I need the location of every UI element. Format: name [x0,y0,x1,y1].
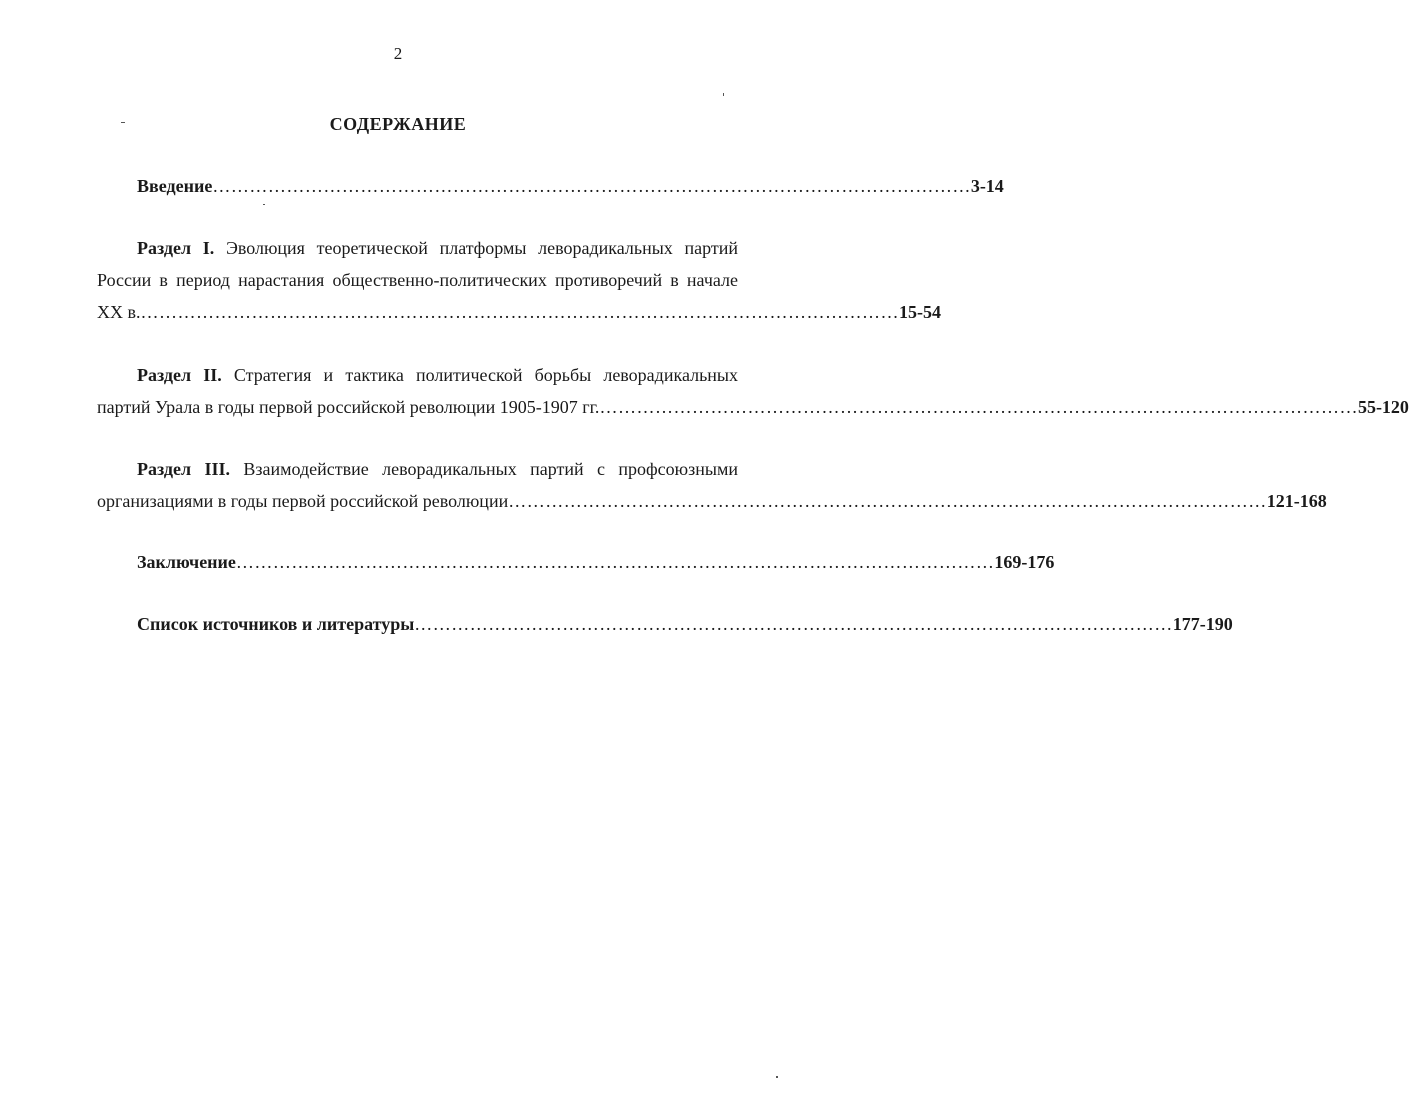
toc-entry-section-1-line-1 [137,238,738,258]
toc-leader: …………………………………………………………………………………………………………… [508,491,1267,511]
toc-leader: …………………………………………………………………………………………………………… [599,397,1358,417]
toc-entry-section-3-line-1 [137,459,738,479]
toc-leader: …………………………………………………………………………………………………………… [235,552,995,572]
toc-label: Раздел I. [137,238,215,258]
toc-entry-section-2-line-1 [137,365,738,385]
toc-pages: 3-14 [970,176,1004,196]
toc-label: Список источников и литературы [137,614,415,634]
scan-speck [776,1076,778,1078]
toc-pages: 55-120 [1357,397,1409,417]
toc-entry-section-3-line-2 [97,491,1327,511]
toc-pages: 169-176 [994,552,1055,572]
scan-speck [723,93,724,96]
toc-leader: …………………………………………………………………………………………………………… [212,176,971,196]
toc-leader: …………………………………………………………………………………………………………… [414,614,1173,634]
toc-entry-section-1-line-3 [97,302,941,322]
toc-pages: 177-190 [1172,614,1233,634]
toc-text: организациями в годы первой российской революции [97,491,509,511]
toc-label: Раздел II. [137,365,222,385]
toc-entry-section-1-line-2: России в период нарастания общественно-политических противоречий в начале [97,270,738,290]
page-title: СОДЕРЖАНИЕ [329,114,467,134]
toc-leader: …………………………………………………………………………………………………………… [140,302,899,322]
toc-text: партий Урала в годы первой российской революции 1905-1907 гг. [97,397,600,417]
toc-label: Заключение [137,552,236,572]
toc-entry-introduction [137,176,1004,196]
toc-text: Взаимодействие леворадикальных партий с профсоюзными [243,459,738,479]
toc-text: Стратегия и тактика политической борьбы леворадикальных [233,365,739,385]
scan-speck [121,122,125,123]
toc-entry-bibliography [137,614,1233,634]
toc-label: Раздел III. [137,459,230,479]
toc-text: Эволюция теоретической платформы леворадикальных партий [225,238,738,258]
toc-pages: 15-54 [899,302,941,322]
page-number: 2 [393,44,403,63]
scan-speck [263,204,265,205]
toc-pages: 121-168 [1266,491,1327,511]
toc-entry-conclusion [137,552,1055,572]
toc-entry-section-2-line-2 [97,397,1409,417]
toc-label: Введение [137,176,213,196]
toc-text: XX в. [97,302,141,322]
